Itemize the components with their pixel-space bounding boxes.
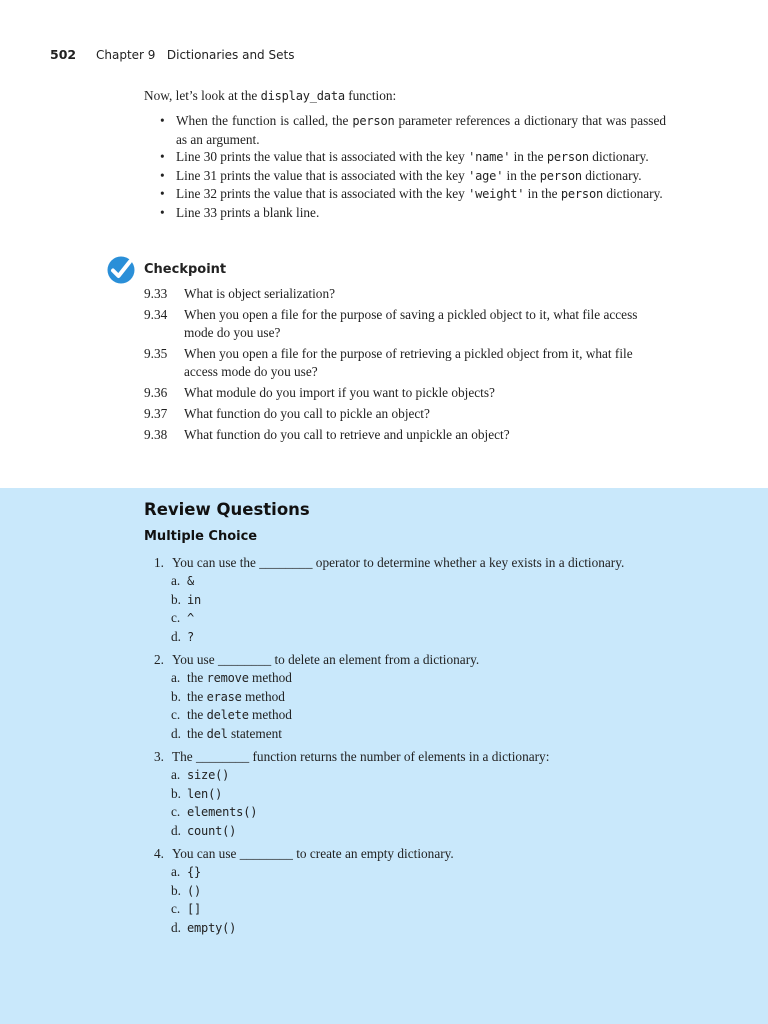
question-text: You use ________ to delete an element from a dictionary.: [172, 652, 480, 667]
checkpoint-text: What is object serialization?: [184, 286, 336, 301]
answer-option: [154, 822, 674, 841]
bullet-code: person: [546, 150, 589, 164]
bullet-text: Line 30 prints the value that is associated with the key: [176, 149, 469, 164]
checkpoint-item: [144, 345, 669, 381]
question-line: [154, 747, 674, 766]
option-text: method: [241, 688, 285, 704]
option-code: size(): [187, 768, 230, 782]
page-number: 502: [50, 47, 77, 62]
option-letter: a.: [171, 767, 181, 782]
question-text: The ________ function returns the number of elements in a dictionary:: [172, 749, 550, 764]
question: [154, 553, 674, 646]
bullet-text: Line 32 prints the value that is associated with the key: [176, 186, 469, 201]
option-code: &: [187, 574, 195, 588]
checkpoint-item: [144, 426, 669, 444]
bullet-code: person: [560, 187, 604, 201]
checkpoint-number: 9.36: [144, 385, 168, 400]
answer-option: [154, 900, 674, 919]
option-body: [187, 766, 229, 785]
question-text: You can use the ________ operator to determine whether a key exists in a dictionary.: [172, 555, 625, 570]
option-code: delete: [206, 708, 249, 722]
checkpoint-item: [144, 306, 669, 342]
answer-option: [154, 628, 674, 647]
question-number: 3.: [154, 749, 164, 764]
answer-option: [154, 766, 674, 785]
bullet-text: in the: [503, 167, 540, 183]
question-text: You can use ________ to create an empty dictionary.: [172, 846, 454, 861]
checkpoint-text: What function do you call to retrieve and unpickle an object?: [184, 427, 510, 442]
answer-option: [154, 803, 674, 822]
page-header: [50, 47, 294, 65]
checkpoint-text: What module do you import if you want to pickle objects?: [184, 385, 495, 400]
answer-option: [154, 706, 674, 725]
intro-text-before: Now, let’s look at the: [144, 88, 261, 103]
answer-option: [154, 863, 674, 882]
option-letter: d.: [171, 822, 181, 838]
intro-sentence: [144, 87, 669, 105]
checkpoint-item: [144, 285, 669, 303]
checkpoint-number: 9.38: [144, 427, 168, 442]
option-body: [187, 609, 194, 628]
answer-option: [154, 725, 674, 744]
option-code: del: [206, 726, 228, 741]
bullet-text: dictionary.: [588, 149, 649, 164]
option-text: method: [248, 670, 292, 685]
answer-option: [154, 785, 674, 804]
option-body: [187, 882, 201, 901]
option-letter: d.: [171, 725, 181, 741]
option-body: [187, 822, 236, 841]
answer-option: [154, 609, 674, 628]
answer-option: [154, 882, 674, 901]
checkpoint-text: What function do you call to pickle an object?: [184, 406, 430, 421]
option-letter: b.: [171, 591, 181, 607]
checkmark-icon: [106, 255, 136, 285]
checkpoint-number: 9.34: [144, 307, 168, 322]
answer-option: [154, 669, 674, 688]
option-code: ^: [187, 611, 195, 625]
option-body: [187, 669, 292, 688]
option-text: statement: [227, 725, 282, 741]
bullet-text: dictionary.: [603, 186, 663, 201]
question-number: 4.: [154, 846, 164, 861]
option-body: [187, 919, 236, 938]
option-body: [187, 688, 285, 707]
bullet-code: person: [352, 114, 395, 128]
option-letter: c.: [171, 804, 181, 819]
option-text: the: [187, 688, 207, 704]
option-body: [187, 785, 222, 804]
question: [154, 650, 674, 743]
checkpoint-list: [144, 285, 669, 444]
question: [154, 747, 674, 840]
option-code: {}: [187, 865, 202, 879]
bullet-dot: •: [160, 204, 165, 220]
bullet-text: in the: [524, 186, 561, 201]
option-body: [187, 725, 282, 744]
checkpoint-title: Checkpoint: [144, 262, 227, 277]
question-line: [154, 553, 674, 572]
option-code: empty(): [187, 920, 237, 935]
option-code: ?: [187, 629, 195, 644]
option-letter: a.: [171, 573, 181, 588]
option-text: the: [187, 670, 207, 685]
option-code: remove: [206, 671, 249, 685]
checkpoint-number: 9.37: [144, 406, 168, 421]
checkpoint-number: 9.35: [144, 346, 168, 361]
checkpoint-text: When you open a file for the purpose of retrieving a pickled object from it, what file access mode do you use?: [184, 346, 633, 379]
question-number: 2.: [154, 652, 164, 667]
option-code: []: [187, 902, 202, 916]
question-list: [154, 553, 674, 941]
answer-option: [154, 591, 674, 610]
option-code: in: [187, 592, 202, 607]
question-line: [154, 844, 674, 863]
option-text: method: [248, 707, 292, 722]
option-letter: d.: [171, 919, 181, 935]
option-body: [187, 628, 194, 647]
option-body: [187, 572, 194, 591]
list-item: [160, 204, 666, 222]
option-code: len(): [187, 786, 223, 801]
bullet-list: [160, 112, 666, 221]
bullet-code: person: [539, 168, 582, 183]
option-letter: b.: [171, 785, 181, 801]
bullet-code: 'weight': [468, 187, 525, 201]
intro-code: display_data: [260, 89, 345, 103]
list-item: [160, 167, 666, 186]
option-code: (): [187, 883, 202, 898]
question: [154, 844, 674, 937]
bullet-dot: •: [160, 167, 165, 183]
list-item: [160, 148, 666, 167]
multiple-choice-title: Multiple Choice: [144, 529, 258, 544]
answer-option: [154, 919, 674, 938]
option-letter: c.: [171, 707, 181, 722]
option-letter: b.: [171, 688, 181, 704]
bullet-dot: •: [160, 113, 165, 128]
bullet-dot: •: [160, 186, 165, 201]
option-text: the: [187, 725, 207, 741]
bullet-text: Line 33 prints a blank line.: [176, 204, 320, 220]
option-body: [187, 900, 201, 919]
review-title: Review Questions: [144, 500, 310, 519]
bullet-text: When the function is called, the: [176, 113, 353, 128]
option-letter: c.: [171, 610, 181, 625]
chapter-title: Chapter 9 Dictionaries and Sets: [96, 48, 295, 62]
bullet-text: parameter references a dictionary that was passed as an argument.: [176, 113, 666, 147]
option-body: [187, 863, 201, 882]
intro-text-after: function:: [344, 88, 397, 103]
question-line: [154, 650, 674, 669]
question-number: 1.: [154, 555, 164, 570]
option-code: erase: [206, 689, 242, 704]
option-body: [187, 803, 257, 822]
option-body: [187, 706, 292, 725]
option-letter: b.: [171, 882, 181, 898]
option-body: [187, 591, 201, 610]
bullet-code: 'age': [468, 168, 504, 183]
option-letter: a.: [171, 864, 181, 879]
option-letter: a.: [171, 670, 181, 685]
option-code: elements(): [187, 805, 258, 819]
list-item: [160, 112, 666, 148]
option-text: the: [187, 707, 207, 722]
checkpoint-number: 9.33: [144, 286, 168, 301]
checkpoint-item: [144, 405, 669, 423]
bullet-text: dictionary.: [581, 167, 642, 183]
option-letter: d.: [171, 628, 181, 644]
bullet-code: 'name': [468, 150, 511, 164]
answer-option: [154, 572, 674, 591]
bullet-text: Line 31 prints the value that is associated with the key: [176, 167, 469, 183]
option-letter: c.: [171, 901, 181, 916]
option-code: count(): [187, 823, 237, 838]
answer-option: [154, 688, 674, 707]
bullet-dot: •: [160, 149, 165, 164]
checkpoint-item: [144, 384, 669, 402]
bullet-text: in the: [510, 149, 547, 164]
list-item: [160, 185, 666, 204]
checkpoint-text: When you open a file for the purpose of saving a pickled object to it, what file access mode do you use?: [184, 307, 638, 340]
